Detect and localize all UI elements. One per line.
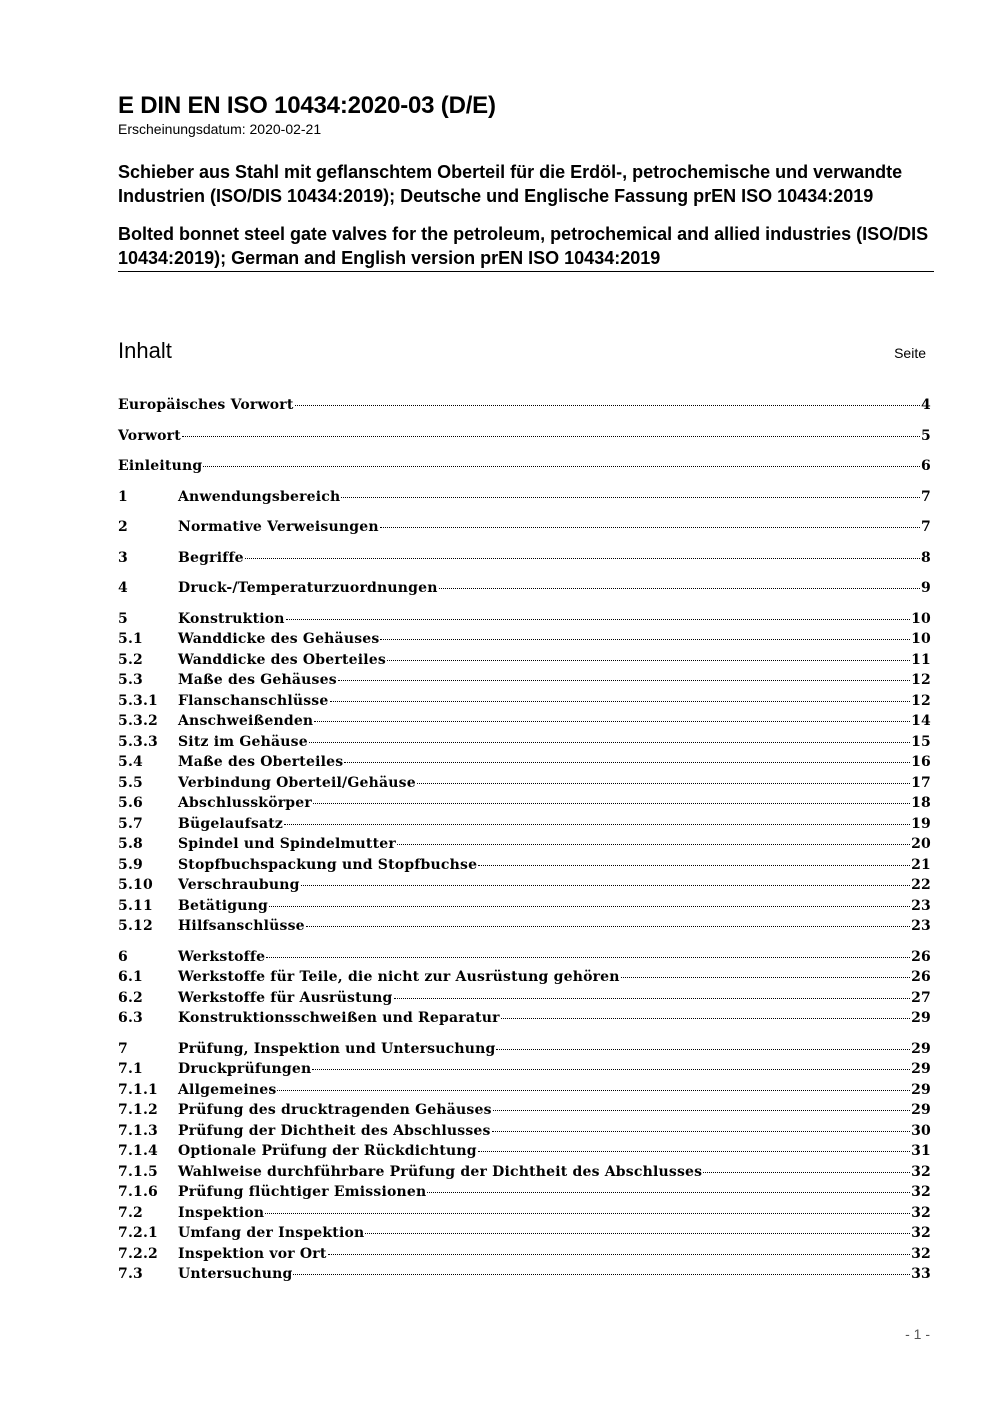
toc-entry-number: 6: [118, 948, 128, 965]
toc-entry-label: Konstruktion: [178, 610, 285, 627]
toc-entry[interactable]: [118, 1182, 931, 1203]
toc-entry-page: 29: [911, 1081, 931, 1098]
toc-entry-label: Bügelaufsatz: [178, 815, 284, 832]
toc-entry-number: 7.1.3: [118, 1122, 158, 1139]
toc-entry-label: Maße des Oberteiles: [178, 754, 344, 770]
toc-entry-number: 5.3.3: [118, 733, 158, 750]
toc-entry-page: 14: [911, 713, 931, 729]
toc-dot-leader: [380, 527, 920, 528]
toc-entry-page: 12: [911, 672, 931, 688]
toc-dot-leader: [309, 742, 910, 743]
toc-entry-label: Anwendungsbereich: [178, 488, 341, 505]
toc-dot-leader: [380, 639, 910, 640]
toc-dot-leader: [365, 1233, 910, 1234]
toc-entry-page: 7: [921, 488, 931, 505]
toc-entry[interactable]: [118, 548, 931, 569]
toc-entry[interactable]: [118, 947, 931, 968]
toc-dot-leader: [344, 762, 910, 763]
toc-entry-label: Flanschanschlüsse: [178, 692, 329, 709]
toc-entry-label: Sitz im Gehäuse: [178, 733, 308, 750]
toc-entry-label: Verbindung Oberteil/Gehäuse: [178, 774, 416, 791]
toc-entry-label: Druck-/Temperaturzuordnungen: [178, 580, 438, 596]
toc-entry-page: 6: [921, 458, 931, 474]
toc-entry-page: 26: [911, 969, 931, 985]
toc-entry-number: 5: [118, 610, 128, 627]
toc-dot-leader: [387, 660, 910, 661]
toc-entry-number: 5.6: [118, 795, 143, 811]
toc-entry[interactable]: [118, 487, 931, 508]
toc-entry[interactable]: [118, 1080, 931, 1101]
toc-entry-label: Druckprüfungen: [178, 1061, 312, 1077]
toc-dot-leader: [306, 926, 910, 927]
toc-entry-page: 29: [911, 1102, 931, 1118]
toc-entry-page: 7: [921, 519, 931, 535]
toc-entry[interactable]: [118, 650, 931, 671]
document-title: E DIN EN ISO 10434:2020-03 (D/E): [118, 92, 496, 119]
toc-entry-page: 12: [911, 692, 931, 709]
toc-entry-page: 31: [911, 1143, 931, 1159]
contents-title: Inhalt: [118, 338, 172, 363]
toc-entry-label: Einleitung: [118, 458, 203, 474]
toc-entry-page: 32: [911, 1204, 931, 1221]
toc-entry-number: 5.9: [118, 856, 143, 873]
toc-entry-label: Hilfsanschlüsse: [178, 918, 305, 934]
toc-dot-leader: [492, 1131, 911, 1132]
toc-entry-number: 5.1: [118, 631, 143, 647]
toc-entry-label: Werkstoffe: [178, 948, 266, 965]
toc-entry[interactable]: [118, 456, 931, 477]
toc-entry-label: Inspektion vor Ort: [178, 1245, 327, 1262]
toc-entry-number: 5.10: [118, 877, 153, 893]
toc-entry-page: 27: [911, 989, 931, 1006]
toc-dot-leader: [245, 558, 920, 559]
toc-dot-leader: [338, 680, 910, 681]
toc-entry-number: 7.2.2: [118, 1245, 158, 1262]
toc-entry-number: 6.3: [118, 1010, 143, 1026]
toc-entry-label: Prüfung des drucktragenden Gehäuses: [178, 1102, 492, 1118]
toc-entry-number: 7.1.5: [118, 1163, 158, 1180]
toc-entry-page: 32: [911, 1184, 931, 1200]
toc-dot-leader: [478, 865, 910, 866]
toc-entry[interactable]: [118, 916, 931, 937]
toc-entry-page: 30: [911, 1122, 931, 1139]
toc-dot-leader: [182, 436, 920, 437]
toc-entry-label: Stopfbuchspackung und Stopfbuchse: [178, 856, 478, 873]
toc-entry-number: 6.1: [118, 969, 143, 985]
toc-dot-leader: [341, 497, 920, 498]
toc-entry-page: 23: [911, 918, 931, 934]
toc-entry[interactable]: [118, 875, 931, 896]
toc-entry[interactable]: [118, 609, 931, 630]
toc-entry-page: 10: [911, 631, 931, 647]
toc-entry-page: 5: [921, 427, 931, 444]
toc-entry-page: 33: [911, 1266, 931, 1282]
toc-entry-label: Werkstoffe für Ausrüstung: [178, 989, 393, 1006]
toc-entry-number: 5.3.2: [118, 713, 158, 729]
toc-entry[interactable]: [118, 691, 931, 712]
toc-dot-leader: [330, 701, 911, 702]
title-german: Schieber aus Stahl mit geflanschtem Oberteil für die Erdöl-, petrochemische und verwandte Industrien (ISO/DIS 10434:2019); Deutsche und Englische Fassung prEN ISO 10434:2019: [118, 162, 903, 206]
toc-entry[interactable]: [118, 1162, 931, 1183]
toc-entry-page: 8: [921, 549, 931, 566]
toc-entry-page: 29: [911, 1040, 931, 1057]
toc-entry[interactable]: [118, 517, 931, 538]
toc-entry-page: 29: [911, 1061, 931, 1077]
toc-entry-number: 2: [118, 519, 128, 535]
toc-entry-number: 7.1.4: [118, 1143, 158, 1159]
toc-dot-leader: [397, 844, 910, 845]
toc-entry-label: Prüfung, Inspektion und Untersuchung: [178, 1040, 496, 1057]
toc-dot-leader: [203, 466, 920, 467]
toc-entry-label: Wanddicke des Oberteiles: [178, 651, 386, 668]
toc-entry[interactable]: [118, 426, 931, 447]
toc-entry-label: Anschweißenden: [178, 713, 314, 729]
toc-dot-leader: [328, 1254, 911, 1255]
toc-entry-page: 19: [911, 815, 931, 832]
toc-entry[interactable]: [118, 1264, 931, 1285]
toc-entry-page: 4: [921, 397, 931, 413]
toc-dot-leader: [478, 1151, 910, 1152]
toc-entry-label: Wahlweise durchführbare Prüfung der Dichtheit des Abschlusses: [178, 1163, 703, 1180]
toc-entry[interactable]: [118, 670, 931, 691]
toc-entry[interactable]: [118, 855, 931, 876]
toc-dot-leader: [313, 803, 910, 804]
toc-entry-page: 32: [911, 1163, 931, 1180]
toc-entry-number: 5.3: [118, 672, 143, 688]
toc-entry-page: 18: [911, 795, 931, 811]
toc-entry-number: 1: [118, 488, 128, 505]
toc-entry-number: 5.7: [118, 815, 143, 832]
toc-dot-leader: [621, 977, 910, 978]
toc-entry-number: 7.1.1: [118, 1081, 158, 1098]
toc-entry[interactable]: [118, 395, 931, 416]
toc-entry-label: Spindel und Spindelmutter: [178, 836, 396, 852]
toc-entry[interactable]: [118, 1121, 931, 1142]
toc-entry-number: 5.11: [118, 897, 153, 914]
document-header: [118, 91, 934, 272]
toc-entry-number: 7.3: [118, 1266, 143, 1282]
toc-dot-leader: [493, 1110, 910, 1111]
toc-entry[interactable]: [118, 773, 931, 794]
toc-dot-leader: [301, 885, 911, 886]
toc-entry[interactable]: [118, 1141, 931, 1162]
toc-entry-label: Begriffe: [178, 549, 244, 566]
toc-dot-leader: [312, 1069, 910, 1070]
toc-entry-number: 7.2: [118, 1204, 143, 1221]
toc-entry-number: 7.2.1: [118, 1225, 158, 1241]
toc-dot-leader: [295, 405, 921, 406]
toc-entry-number: 7.1: [118, 1061, 143, 1077]
toc-entry-label: Wanddicke des Gehäuses: [178, 631, 380, 647]
toc-entry-page: 21: [911, 856, 931, 873]
toc-entry-label: Untersuchung: [178, 1266, 293, 1282]
toc-entry-label: Werkstoffe für Teile, die nicht zur Ausrüstung gehören: [178, 969, 620, 985]
toc-entry[interactable]: [118, 1244, 931, 1265]
toc-entry-page: 16: [911, 754, 931, 770]
toc-entry-label: Maße des Gehäuses: [178, 672, 337, 688]
toc-entry-label: Inspektion: [178, 1204, 265, 1221]
table-of-contents: [118, 395, 931, 1285]
toc-dot-leader: [269, 906, 910, 907]
toc-entry[interactable]: [118, 752, 931, 773]
toc-entry[interactable]: [118, 732, 931, 753]
toc-entry[interactable]: [118, 1223, 931, 1244]
toc-dot-leader: [265, 1213, 910, 1214]
toc-entry-label: Vorwort: [118, 427, 181, 444]
toc-entry-page: 32: [911, 1245, 931, 1262]
toc-entry[interactable]: [118, 578, 931, 599]
toc-dot-leader: [293, 1274, 910, 1275]
toc-dot-leader: [496, 1049, 910, 1050]
toc-entry-number: 6.2: [118, 989, 143, 1006]
toc-entry[interactable]: [118, 988, 931, 1009]
page-column-label: Seite: [894, 345, 926, 361]
toc-entry[interactable]: [118, 1203, 931, 1224]
toc-entry-number: 7: [118, 1040, 128, 1057]
toc-entry-number: 5.4: [118, 754, 143, 770]
toc-entry-label: Umfang der Inspektion: [178, 1225, 365, 1241]
toc-entry[interactable]: [118, 711, 931, 732]
toc-entry-label: Verschraubung: [178, 877, 300, 893]
toc-entry-number: 5.5: [118, 774, 143, 791]
toc-entry-page: 15: [911, 733, 931, 750]
toc-dot-leader: [286, 619, 910, 620]
toc-entry-page: 9: [921, 580, 931, 596]
toc-entry[interactable]: [118, 967, 931, 988]
toc-dot-leader: [501, 1018, 910, 1019]
toc-entry-page: 20: [911, 836, 931, 852]
toc-entry-page: 26: [911, 948, 931, 965]
toc-entry[interactable]: [118, 629, 931, 650]
toc-entry-number: 5.12: [118, 918, 153, 934]
toc-dot-leader: [277, 1090, 910, 1091]
toc-entry[interactable]: [118, 793, 931, 814]
toc-entry[interactable]: [118, 814, 931, 835]
page-number: - 1 -: [905, 1326, 930, 1342]
toc-entry-label: Abschlusskörper: [178, 795, 312, 811]
toc-entry-label: Betätigung: [178, 897, 268, 914]
toc-entry-number: 3: [118, 549, 128, 566]
toc-entry-number: 5.2: [118, 651, 143, 668]
toc-dot-leader: [427, 1192, 910, 1193]
publication-date: Erscheinungsdatum: 2020-02-21: [118, 121, 322, 137]
toc-entry[interactable]: [118, 1039, 931, 1060]
toc-entry-page: 23: [911, 897, 931, 914]
toc-entry-number: 5.3.1: [118, 692, 158, 709]
toc-entry-number: 7.1.6: [118, 1184, 158, 1200]
toc-dot-leader: [439, 588, 920, 589]
toc-dot-leader: [394, 998, 911, 999]
toc-entry-number: 5.8: [118, 836, 143, 852]
toc-entry-number: 7.1.2: [118, 1102, 158, 1118]
toc-entry-page: 17: [911, 774, 931, 791]
toc-dot-leader: [266, 957, 910, 958]
toc-entry-page: 11: [911, 651, 931, 668]
toc-entry-label: Optionale Prüfung der Rückdichtung: [178, 1143, 477, 1159]
toc-dot-leader: [314, 721, 910, 722]
toc-entry[interactable]: [118, 1100, 931, 1121]
toc-dot-leader: [417, 783, 910, 784]
toc-entry[interactable]: [118, 896, 931, 917]
toc-entry-label: Konstruktionsschweißen und Reparatur: [178, 1010, 500, 1026]
toc-dot-leader: [703, 1172, 910, 1173]
toc-entry-label: Europäisches Vorwort: [118, 397, 294, 413]
toc-entry[interactable]: [118, 1008, 931, 1029]
toc-entry-label: Prüfung der Dichtheit des Abschlusses: [178, 1122, 491, 1139]
toc-entry[interactable]: [118, 834, 931, 855]
toc-entry-page: 22: [911, 877, 931, 893]
toc-entry-label: Normative Verweisungen: [178, 519, 379, 535]
toc-entry-label: Allgemeines: [178, 1081, 277, 1098]
toc-entry-page: 29: [911, 1010, 931, 1026]
contents-heading: [118, 337, 926, 367]
title-english: Bolted bonnet steel gate valves for the petroleum, petrochemical and allied industries (ISO/DIS 10434:2019); German and English version prEN ISO 10434:2019: [118, 222, 934, 272]
toc-entry[interactable]: [118, 1059, 931, 1080]
toc-entry-number: 4: [118, 580, 128, 596]
toc-entry-page: 32: [911, 1225, 931, 1241]
toc-entry-page: 10: [911, 610, 931, 627]
toc-entry-label: Prüfung flüchtiger Emissionen: [178, 1184, 427, 1200]
toc-dot-leader: [284, 824, 910, 825]
